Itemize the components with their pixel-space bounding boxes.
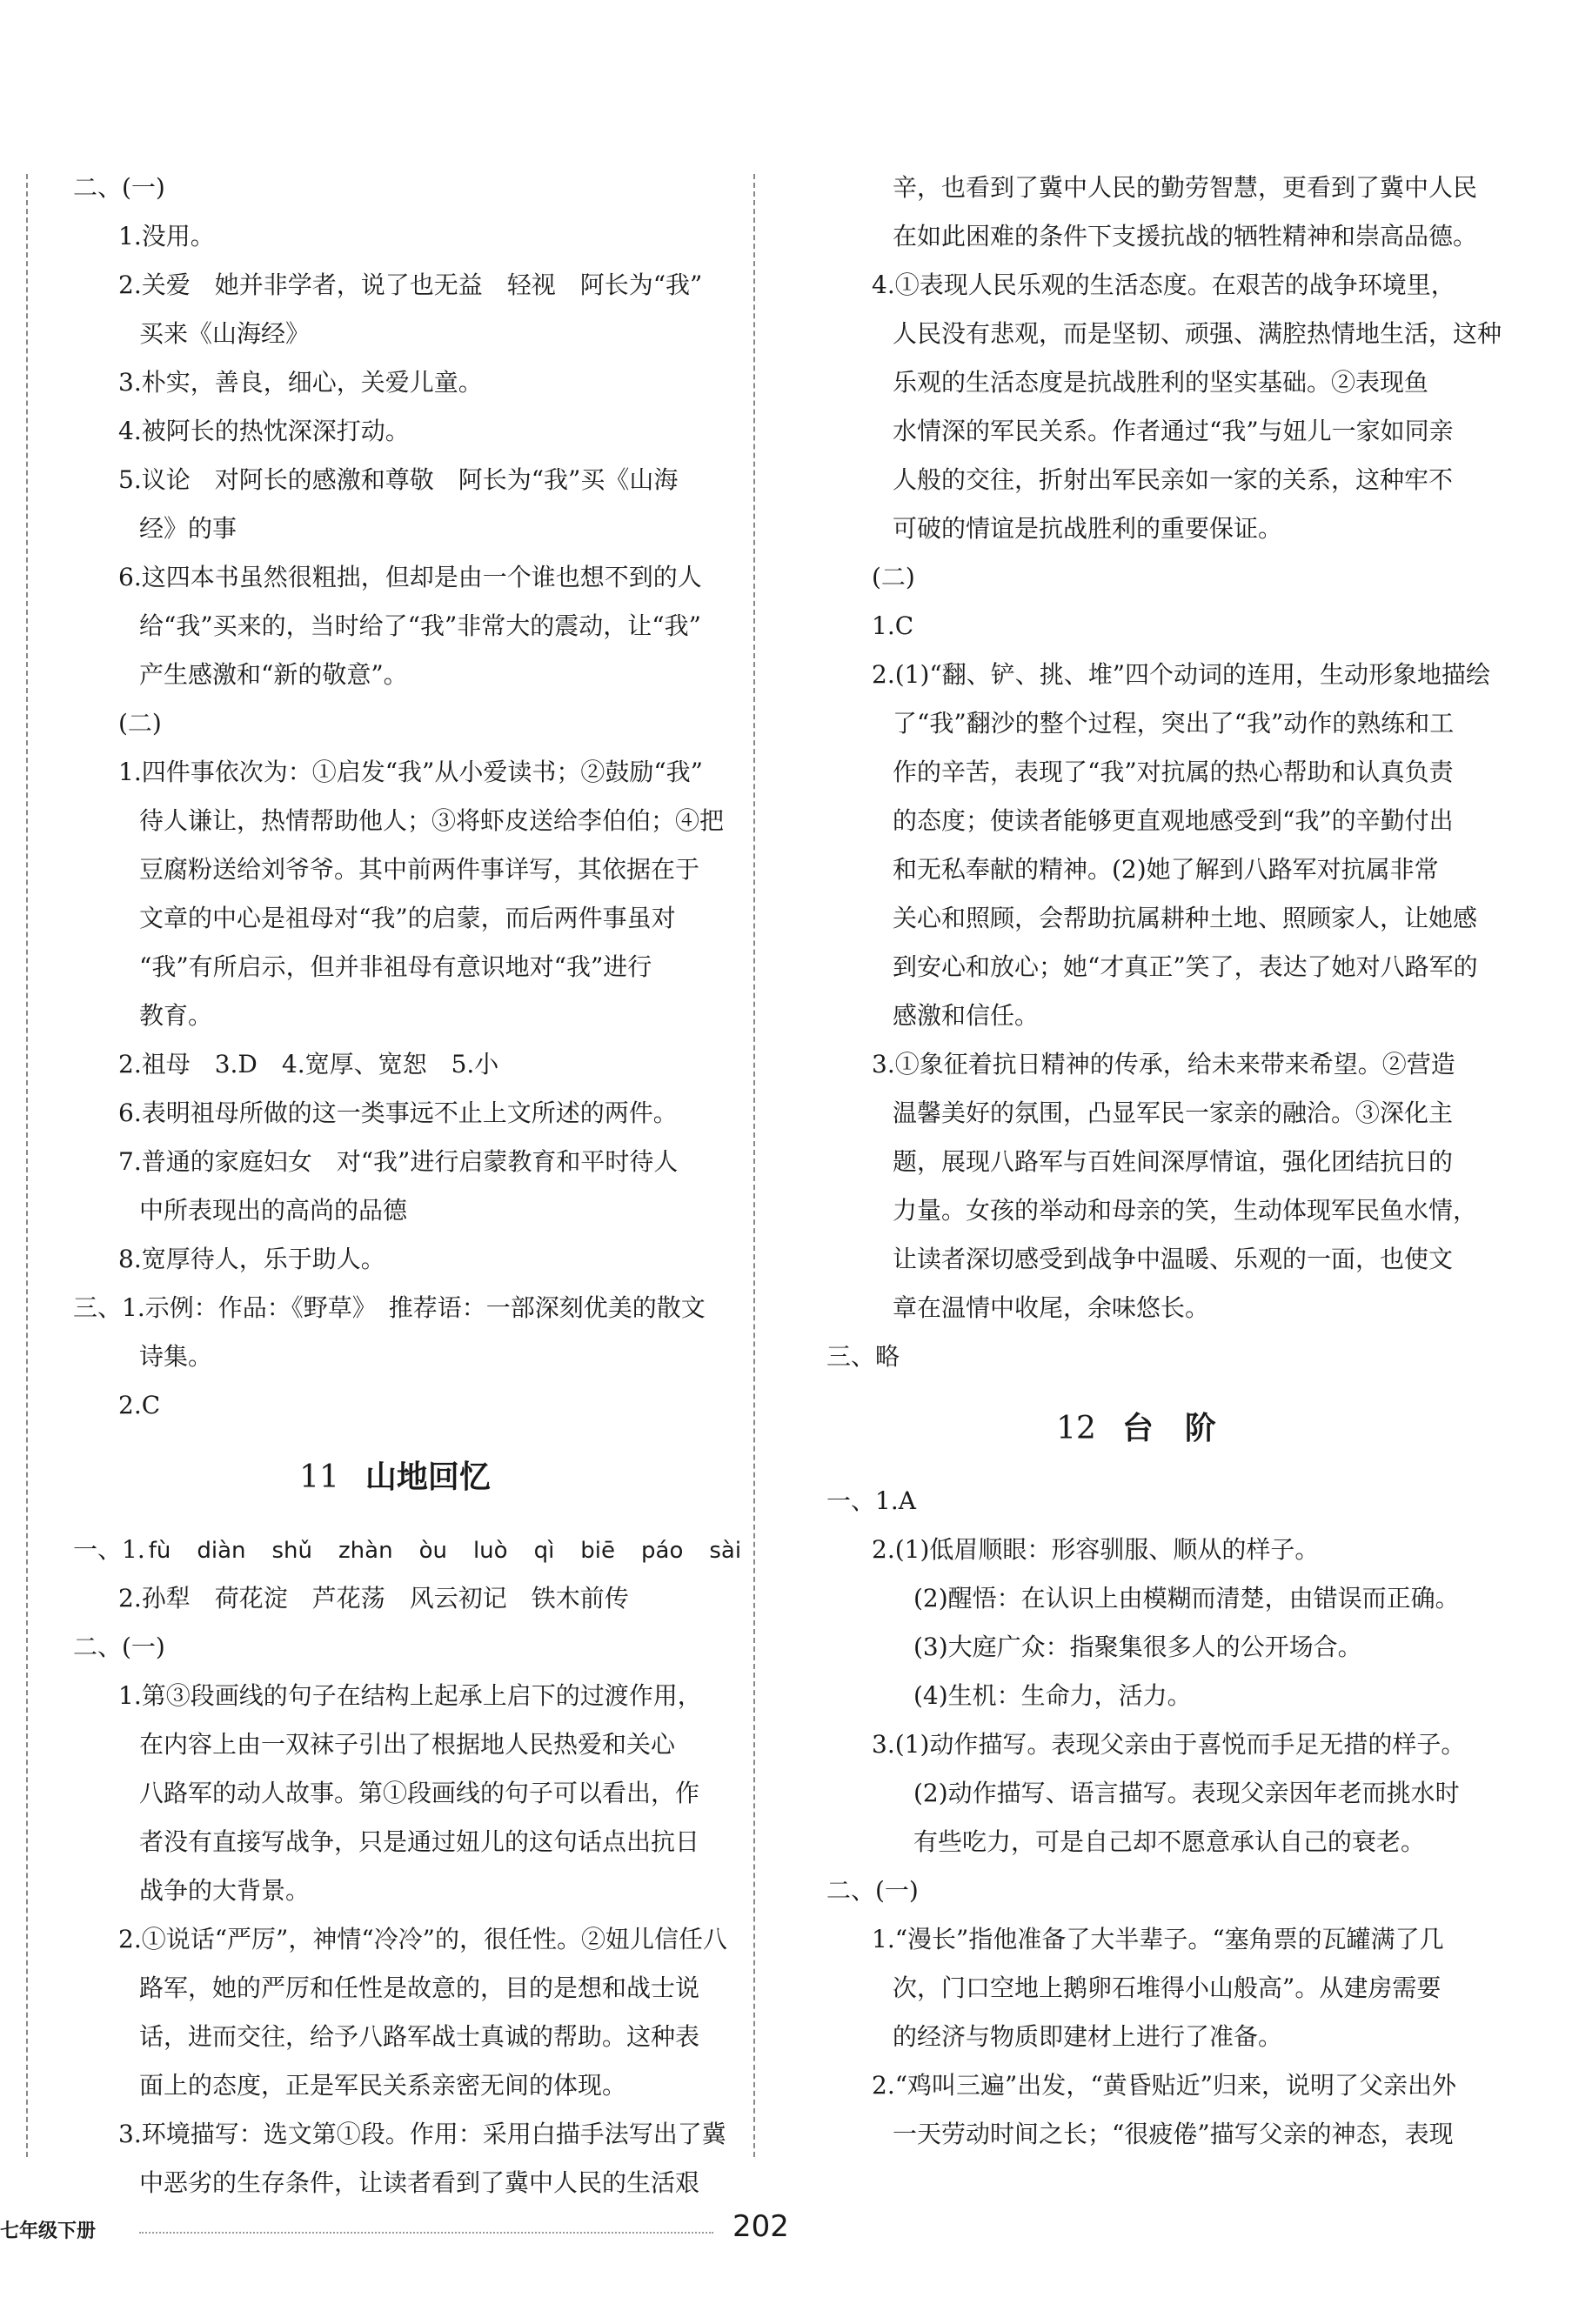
answer-line: 1.“漫长”指他准备了大半辈子。“塞角票的瓦罐满了几 <box>872 1925 1444 1953</box>
answer-line: (二) <box>872 563 915 591</box>
answer-line: 诗集。 <box>139 1342 213 1371</box>
answer-line: 的态度；使读者能够更直观地感受到“我”的辛勤付出 <box>893 806 1454 835</box>
answer-line: 和无私奉献的精神。(2)她了解到八路军对抗属非常 <box>893 855 1439 884</box>
answer-line: 二、(一) <box>73 1633 165 1661</box>
answer-line: 2.①说话“严厉”，神情“冷冷”的，很任性。②妞儿信任八 <box>118 1925 727 1953</box>
answer-line: 八路军的动人故事。第①段画线的句子可以看出，作 <box>139 1779 700 1807</box>
answer-line: 6.表明祖母所做的这一类事远不止上文所述的两件。 <box>118 1099 678 1127</box>
page-number: 202 <box>732 2209 789 2244</box>
answer-line: 三、略 <box>826 1342 900 1371</box>
answer-line: 关心和照顾，会帮助抗属耕种土地、照顾家人，让她感 <box>893 904 1478 932</box>
answer-line: 6.这四本书虽然很粗拙，但却是由一个谁也想不到的人 <box>118 563 702 591</box>
answer-line: 2.C <box>118 1391 161 1419</box>
answer-line: 面上的态度，正是军民关系亲密无间的体现。 <box>139 2071 627 2100</box>
answer-line: 让读者深切感受到战争中温暖、乐观的一面，也使文 <box>893 1245 1454 1273</box>
answer-line: (3)大庭广众：指聚集很多人的公开场合。 <box>913 1633 1362 1661</box>
pinyin-item: biē <box>580 1538 616 1564</box>
answer-line: 2.关爱 她并非学者，说了也无益 轻视 阿长为“我” <box>118 270 703 299</box>
answer-line: 给“我”买来的，当时给了“我”非常大的震动，让“我” <box>139 611 701 640</box>
answer-line: 3.朴实，善良，细心，关爱儿童。 <box>118 368 483 397</box>
section-11-title: 山地回忆 <box>365 1459 491 1495</box>
section-12-heading <box>826 1381 1446 1477</box>
pinyin-prefix: 一、1. <box>73 1535 145 1564</box>
left-margin-dashed-line <box>26 174 28 2157</box>
pinyin-item: fù <box>148 1538 171 1564</box>
answer-line: 题，展现八路军与百姓间深厚情谊，强化团结抗日的 <box>893 1147 1454 1176</box>
answer-line: (二) <box>118 709 162 738</box>
answer-line: 中所表现出的高尚的品德 <box>139 1196 408 1225</box>
answer-line: 2.(1)低眉顺眼：形容驯服、顺从的样子。 <box>872 1535 1320 1564</box>
answer-line: 文章的中心是祖母对“我”的启蒙，而后两件事虽对 <box>139 904 676 932</box>
answer-line: 乐观的生活态度是抗战胜利的坚实基础。②表现鱼 <box>893 368 1429 397</box>
pinyin-item: luò <box>472 1538 508 1564</box>
section-12-answers <box>826 1477 1466 2159</box>
answer-line: 8.宽厚待人，乐于助人。 <box>118 1245 385 1273</box>
answer-line: 2.(1)“翻、铲、挑、堆”四个动词的连用，生动形象地描绘 <box>872 660 1491 689</box>
left-column <box>73 164 742 2207</box>
answer-line: 作的辛苦，表现了“我”对抗属的热心帮助和认真负责 <box>893 758 1454 786</box>
answer-line: 买来《山海经》 <box>139 319 311 348</box>
answer-line: “我”有所启示，但并非祖母有意识地对“我”进行 <box>139 952 652 981</box>
footer-grade-label: 七年级下册 <box>0 2220 97 2242</box>
answer-line: 豆腐粉送给刘爷爷。其中前两件事详写，其依据在于 <box>139 855 700 884</box>
section-11-answers <box>73 1574 727 2207</box>
answer-line: 辛，也看到了冀中人民的勤劳智慧，更看到了冀中人民 <box>893 173 1478 202</box>
section-12-number: 12 <box>1056 1411 1096 1446</box>
answer-line: 4.被阿长的热忱深深打动。 <box>118 417 410 445</box>
footer-dotted-rule <box>139 2232 713 2234</box>
answer-line: 人民没有悲观，而是坚韧、顽强、满腔热情地生活，这种 <box>893 319 1502 348</box>
answer-line: 三、1.示例：作品：《野草》 推荐语：一部深刻优美的散文 <box>73 1293 706 1322</box>
answer-line: (2)醒悟：在认识上由模糊而清楚，由错误而正确。 <box>913 1584 1460 1613</box>
section-11-number: 11 <box>299 1459 339 1495</box>
answer-line: 可破的情谊是抗战胜利的重要保证。 <box>893 514 1283 543</box>
answer-line: 经》的事 <box>139 514 237 543</box>
pinyin-item: shǔ <box>271 1538 313 1564</box>
answer-line: 温馨美好的氛围，凸显军民一家亲的融洽。③深化主 <box>893 1099 1454 1127</box>
pinyin-item: òu <box>418 1538 447 1564</box>
answer-line: 1.第③段画线的句子在结构上起承上启下的过渡作用， <box>118 1681 702 1710</box>
answer-line: 4.①表现人民乐观的生活态度。在艰苦的战争环境里， <box>872 270 1455 299</box>
pinyin-item: zhàn <box>338 1538 393 1564</box>
right-answers <box>826 164 1502 1381</box>
answer-line: 了“我”翻沙的整个过程，突出了“我”动作的熟练和工 <box>893 709 1455 738</box>
answer-line: 战争的大背景。 <box>139 1876 311 1905</box>
answer-line: 一天劳动时间之长；“很疲倦”描写父亲的神态，表现 <box>893 2120 1454 2148</box>
answer-line: 2.孙犁 荷花淀 芦花荡 风云初记 铁木前传 <box>118 1584 629 1613</box>
answer-line: 二、(一) <box>73 173 165 202</box>
answer-line: 产生感激和“新的敬意”。 <box>139 660 408 689</box>
answer-line: 待人谦让，热情帮助他人；③将虾皮送给李伯伯；④把 <box>139 806 725 835</box>
pinyin-item: qì <box>533 1538 555 1564</box>
answer-line: 1.C <box>872 611 914 640</box>
answer-line: 5.议论 对阿长的感激和尊敬 阿长为“我”买《山海 <box>118 465 679 494</box>
answer-line: 在内容上由一双袜子引出了根据地人民热爱和关心 <box>139 1730 676 1759</box>
pinyin-item: sài <box>709 1538 742 1564</box>
answer-line: (2)动作描写、语言描写。表现父亲因年老而挑水时 <box>913 1779 1460 1807</box>
answer-line: 二、(一) <box>826 1876 919 1905</box>
answer-line: 2.“鸡叫三遍”出发，“黄昏贴近”归来，说明了父亲出外 <box>872 2071 1456 2100</box>
answer-line: (4)生机：生命力，活力。 <box>913 1681 1192 1710</box>
pinyin-item: páo <box>641 1538 684 1564</box>
column-divider <box>753 174 755 2157</box>
pinyin-row <box>73 1526 742 1574</box>
pinyin-list <box>149 1538 767 1564</box>
pinyin-item: diàn <box>197 1538 246 1564</box>
left-answers <box>73 164 725 1430</box>
answer-line: 3.①象征着抗日精神的传承，给未来带来希望。②营造 <box>872 1050 1455 1079</box>
right-column <box>826 164 1502 2159</box>
answer-line: 教育。 <box>139 1001 213 1030</box>
answer-line: 3.环境描写：选文第①段。作用：采用白描手法写出了冀 <box>118 2120 726 2148</box>
answer-line: 1.四件事依次为：①启发“我”从小爱读书；②鼓励“我” <box>118 758 703 786</box>
answer-line: 到安心和放心；她“才真正”笑了，表达了她对八路军的 <box>893 952 1478 981</box>
answer-line: 在如此困难的条件下支援抗战的牺牲精神和崇高品德。 <box>893 222 1478 250</box>
answer-line: 路军，她的严厉和任性是故意的，目的是想和战士说 <box>139 1973 700 2002</box>
answer-line: 感激和信任。 <box>893 1001 1040 1030</box>
answer-line: 者没有直接写战争，只是通过妞儿的这句话点出抗日 <box>139 1827 700 1856</box>
answer-line: 有些吃力，可是自己却不愿意承认自己的衰老。 <box>913 1827 1426 1856</box>
answer-line: 人般的交往，折射出军民亲如一家的关系，这种牢不 <box>893 465 1454 494</box>
answer-line: 次，门口空地上鹅卵石堆得小山般高”。从建房需要 <box>893 1973 1441 2002</box>
answer-line: 1.没用。 <box>118 222 215 250</box>
section-11-heading <box>73 1430 717 1526</box>
answer-line: 水情深的军民关系。作者通过“我”与妞儿一家如同亲 <box>893 417 1454 445</box>
page-footer <box>0 2209 1592 2253</box>
answer-line: 中恶劣的生存条件，让读者看到了冀中人民的生活艰 <box>139 2168 700 2197</box>
answer-line: 章在温情中收尾，余味悠长。 <box>893 1293 1210 1322</box>
answer-line: 力量。女孩的举动和母亲的笑，生动体现军民鱼水情， <box>893 1196 1478 1225</box>
answer-line: 7.普通的家庭妇女 对“我”进行启蒙教育和平时待人 <box>118 1147 679 1176</box>
answer-line: 话，进而交往，给予八路军战士真诚的帮助。这种表 <box>139 2022 700 2051</box>
answer-line: 一、1.A <box>826 1486 916 1515</box>
answer-line: 的经济与物质即建材上进行了准备。 <box>893 2022 1283 2051</box>
section-12-title: 台 阶 <box>1121 1411 1216 1446</box>
answer-line: 2.祖母 3.D 4.宽厚、宽恕 5.小 <box>118 1050 499 1079</box>
answer-line: 3.(1)动作描写。表现父亲由于喜悦而手足无措的样子。 <box>872 1730 1466 1759</box>
